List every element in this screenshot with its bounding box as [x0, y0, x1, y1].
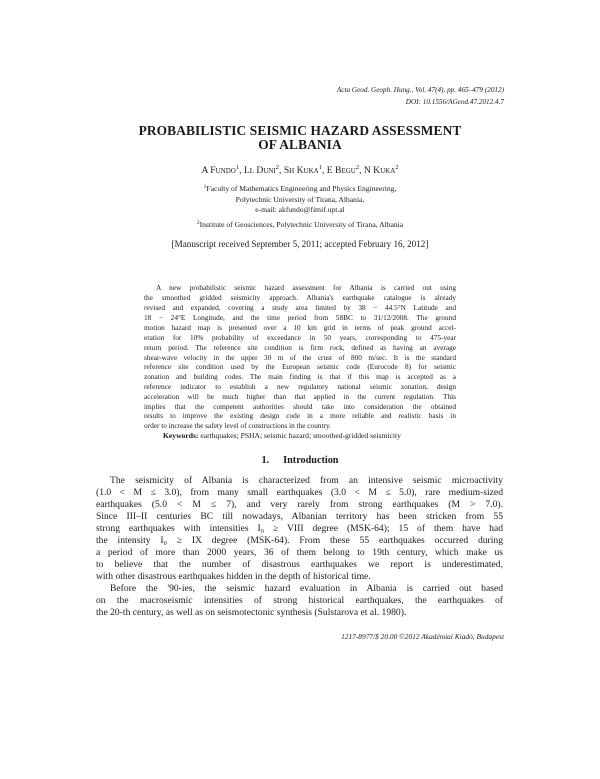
body-text-line: Before the '90-ies, the seismic hazard evaluation in Albania is carried out based: [110, 583, 503, 594]
paper-title-line-2: OF ALBANIA: [258, 137, 342, 152]
body-text-line: the 20-th century, as well as on seismotectonic synthesis (Sulstarova et al. 1980).: [96, 607, 407, 618]
manuscript-received-note: [Manuscript received September 5, 2011; accepted February 16, 2012]: [171, 239, 429, 249]
abstract-line: order to increase the safety level of constructions in the country.: [144, 421, 331, 430]
section-title: Introduction: [283, 455, 339, 466]
author-affiliation-mark: 1: [235, 164, 240, 171]
body-text-line: on the macroseismic intensities of strong historical earthquakes, the earthquakes of: [96, 595, 503, 606]
affiliation-1-mark: 1: [203, 184, 207, 190]
keywords-text: earthquakes; PSHA; seismic hazard; smoothed-gridded seismicity: [200, 431, 401, 440]
abstract-line: the smoothed gridded seismicity approach. Albania's earthquake catalogue is already: [144, 293, 456, 302]
affiliation-1-email: e-mail: akfundo@fimif.upt.al: [255, 205, 345, 214]
abstract-line: shear-wave velocity in the upper 30 m of the crust of 800 m/sec. It is the standard: [144, 353, 456, 362]
copyright-footer: 1217-8977/$ 20.00 ©2012 Akadémiai Kiadó, Budapest: [341, 632, 504, 641]
abstract-line: 18 − 24°E Longitude, and the time period from 58BC to 31/12/2008. The ground: [144, 313, 456, 322]
keywords-label: Keywords:: [163, 431, 199, 440]
abstract-line: motion hazard map is presented over a 10 km grid in terms of peak ground accel-: [144, 323, 456, 332]
journal-doi: DOI: 10.1556/AGeod.47.2012.4.7: [405, 98, 504, 106]
affiliation-2-text: Institute of Geosciences, Polytechnic University of Tirana, Albania: [199, 220, 404, 229]
author-name: N Kuka: [363, 165, 396, 176]
abstract-line: results to improve the existing design code in a more reliable and realistic basis in: [144, 411, 456, 420]
abstract-line: return period. The reference site condition is firm rock, defined as having an average: [144, 343, 456, 352]
abstract-line: acceleration will be much higher than that applied in the current regulation. This: [144, 392, 456, 401]
author-name: A Fundo: [201, 165, 236, 176]
affiliation-1-line-2: Polytechnic University of Tirana, Albania,: [235, 195, 365, 204]
abstract-line: eration for 10% probability of exceedance in 50 years, corresponding to 475-year: [144, 333, 456, 342]
abstract-line: zonation and building codes. The main finding is that if this map is accepted as a: [144, 372, 456, 381]
body-text-line: strong earthquakes with intensities I₀ ≥ VIII degree (MSK-64); 15 of them have had: [96, 523, 503, 534]
body-text-line: The seismicity of Albania is characterized from an intensive seismic microactivity: [110, 475, 503, 486]
keywords: [163, 431, 401, 440]
author-name: Sh Kuka: [283, 165, 319, 176]
abstract-line: reference indicator to establish a new regulatory national seismic zonation, design: [144, 382, 456, 391]
abstract-line: A new probabilistic seismic hazard assessment for Albania is carried out using: [156, 283, 456, 292]
abstract-line: reference site condition used by the European seismic code (Eurocode 8) for seismic: [144, 362, 456, 371]
body-text-line: a period of more than 2000 years, 36 of them belong to 19th century, which make us: [96, 547, 503, 558]
affiliation-2-mark: 2: [196, 220, 200, 226]
affiliation-1-line-1: [100, 183, 500, 194]
author-affiliation-mark: 2: [395, 164, 399, 171]
affiliation-2: [100, 219, 500, 230]
body-text-line: the intensity I₀ ≥ IX degree (MSK-64). From these 55 earthquakes occurred during: [96, 535, 503, 546]
body-text-line: (1.0 < M ≤ 3.0), from many small earthquakes (3.0 < M ≤ 5.0), rare medium-sized: [96, 487, 503, 498]
body-text-line: with other disastrous earthquakes hidden in the depth of historical time.: [96, 571, 371, 582]
section-number: 1.: [261, 455, 270, 466]
body-text-line: to believe that the number of disastrous earthquakes we report is underestimated,: [96, 559, 503, 570]
paper-title-line-1: PROBABILISTIC SEISMIC HAZARD ASSESSMENT: [138, 123, 462, 138]
section-heading-introduction: [100, 455, 500, 466]
author-name: E Begu: [326, 165, 356, 176]
journal-citation: Acta Geod. Geoph. Hung., Vol. 47(4), pp. 465–479 (2012): [336, 86, 504, 94]
author-list: A Fundo$^1$, Ll Duni$^2$, Sh Kuka$^1$, E Begu$^2$, N Kuka$^2$: [201, 164, 399, 176]
abstract-line: implies that the competent authorities should take into consideration the obtained: [144, 402, 456, 411]
author-name: Ll Duni: [243, 165, 276, 176]
author-affiliation-mark: 2: [355, 164, 360, 171]
author-affiliation-mark: 1: [318, 164, 322, 171]
body-text-line: earthquakes (5.0 < M ≤ 7), and very rarely from strong earthquakes (M > 7.0).: [96, 499, 503, 510]
author-affiliation-mark: 2: [275, 164, 280, 171]
body-text-line: Since III–II centuries BC till nowadays, Albanian territory has been stricken from 55: [96, 511, 503, 522]
abstract-line: revised and expanded, covering a study area limited by 38 − 44.5°N Latitude and: [144, 303, 456, 312]
affiliation-1-text: Faculty of Mathematics Engineering and Physics Engineering,: [206, 184, 397, 193]
